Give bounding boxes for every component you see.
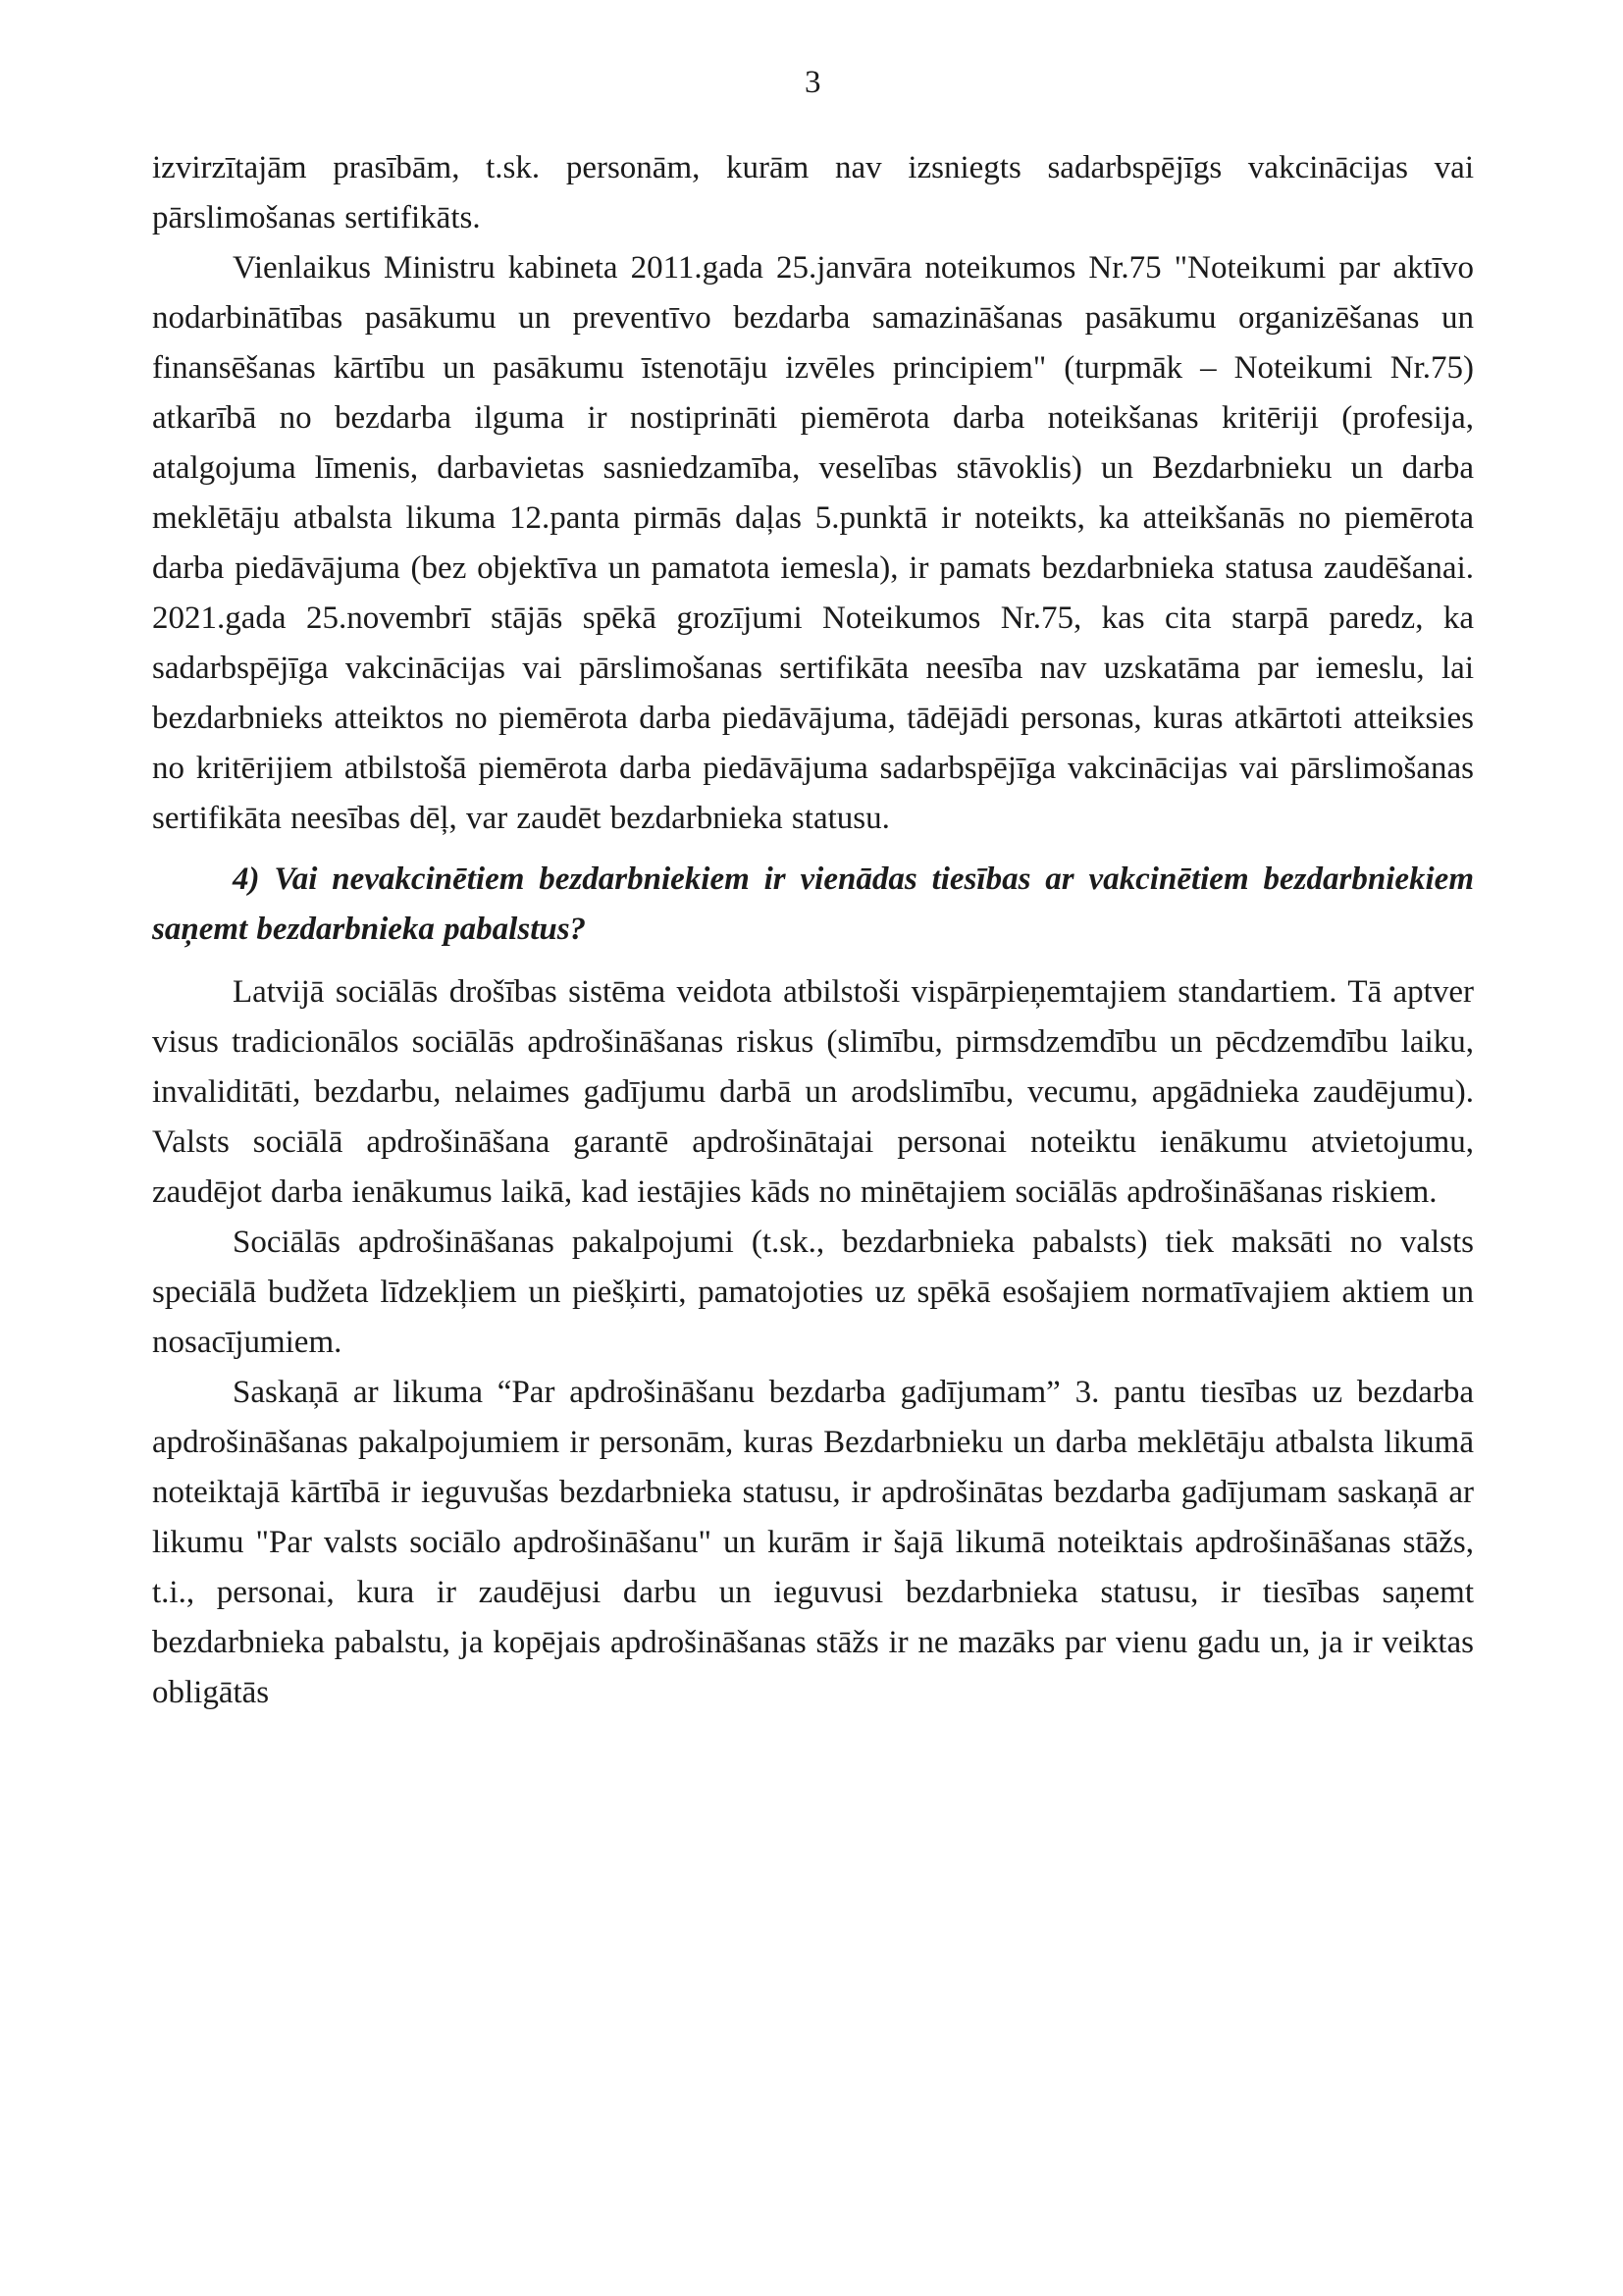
paragraph-regulations: Vienlaikus Ministru kabineta 2011.gada 25.janvāra noteikumos Nr.75 "Noteikumi par aktīvo nodarbinātības pasākumu un preventīvo bezdarba samazināšanas pasākumu organizēšanas un finansēšanas kārtību un pasākumu īstenotāju izvēles principiem" (turpmāk – Noteikumi Nr.75) atkarībā no bezdarba ilguma ir nostiprināti piemērota darba noteikšanas kritēriji (profesija, atalgojuma līmenis, darbavietas sasniedzamība, veselības stāvoklis) un Bezdarbnieku un darba meklētāju atbalsta likuma 12.panta pirmās daļas 5.punktā ir noteikts, ka atteikšanās no piemērota darba piedāvājuma (bez objektīva un pamatota iemesla), ir pamats bezdarbnieka statusa zaudēšanai. 2021.gada 25.novembrī stājās spēkā grozījumi Noteikumos Nr.75, kas cita starpā paredz, ka sadarbspējīga vakcinācijas vai pārslimošanas sertifikāta neesība nav uzskatāma par iemeslu, lai bezdarbnieks atteiktos no piemērota darba piedāvājuma, tādējādi personas, kuras atkārtoti atteiksies no kritērijiem atbilstošā piemērota darba piedāvājuma sadarbspējīga vakcinācijas vai pārslimošanas sertifikāta neesības dēļ, var zaudēt bezdarbnieka statusu.	[152, 250, 1474, 836]
paragraph-social-insurance-services: Sociālās apdrošināšanas pakalpojumi (t.sk., bezdarbnieka pabalsts) tiek maksāti no valsts speciālā budžeta līdzekļiem un piešķirti, pamatojoties uz spēkā esošajiem normatīvajiem aktiem un nosacījumiem.	[152, 1225, 1474, 1360]
document-body	[152, 143, 1474, 1718]
paragraph-social-security: Latvijā sociālās drošības sistēma veidota atbilstoši vispārpieņemtajiem standartiem. Tā aptver visus tradicionālos sociālās apdrošināšanas riskus (slimību, pirmsdzemdību un pēcdzemdību laiku, invaliditāti, bezdarbu, nelaimes gadījumu darbā un arodslimību, vecumu, apgādnieka zaudējumu). Valsts sociālā apdrošināšana garantē apdrošinātajai personai noteiktu ienākumu atvietojumu, zaudējot darba ienākumus laikā, kad iestājies kāds no minētajiem sociālās apdrošināšanas riskiem.	[152, 974, 1474, 1210]
page-number: 3	[805, 65, 821, 100]
paragraph-unemployment-insurance-law: Saskaņā ar likuma “Par apdrošināšanu bezdarba gadījumam” 3. pantu tiesības uz bezdarba apdrošināšanas pakalpojumiem ir personām, kuras Bezdarbnieku un darba meklētāju atbalsta likumā noteiktajā kārtībā ir ieguvušas bezdarbnieka statusu, ir apdrošinātas bezdarba gadījumam saskaņā ar likumu "Par valsts sociālo apdrošināšanu" un kurām ir šajā likumā noteiktais apdrošināšanas stāžs, t.i., personai, kura ir zaudējusi darbu un ieguvusi bezdarbnieka statusu, ir tiesības saņemt bezdarbnieka pabalstu, ja kopējais apdrošināšanas stāžs ir ne mazāks par vienu gadu un, ja ir veiktas obligātās	[152, 1375, 1474, 1710]
section-heading-question-4: 4) Vai nevakcinētiem bezdarbniekiem ir vienādas tiesības ar vakcinētiem bezdarbniekiem saņemt bezdarbnieka pabalstus?	[152, 861, 1474, 947]
paragraph-continuation: izvirzītajām prasībām, t.sk. personām, kurām nav izsniegts sadarbspējīgs vakcinācijas vai pārslimošanas sertifikāts.	[152, 150, 1474, 235]
